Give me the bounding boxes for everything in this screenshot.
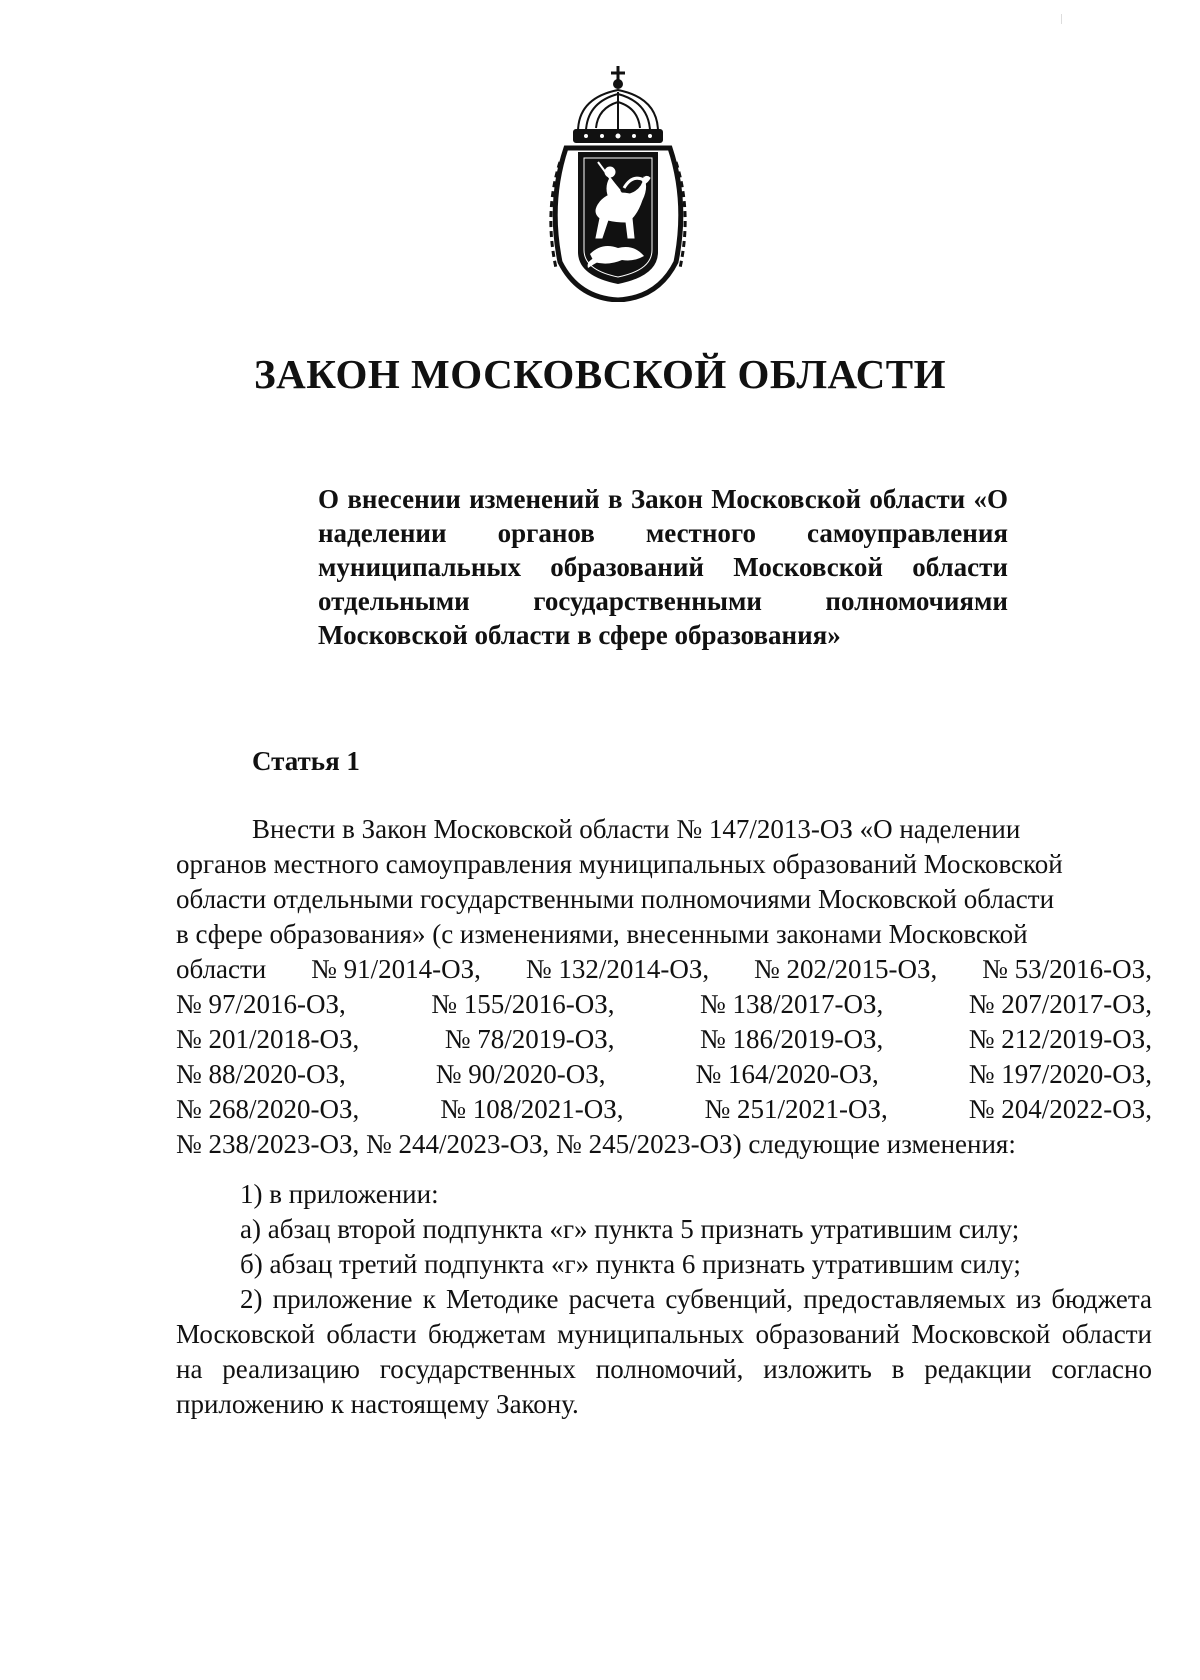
amendment-item: 1) в приложении: <box>240 1179 439 1209</box>
law-ref: № 212/2019-ОЗ, <box>968 1024 1152 1054</box>
amendment-item: а) абзац второй подпункта «г» пункта 5 признать утратившим силу; <box>240 1214 1020 1244</box>
law-row <box>176 952 1152 987</box>
law-ref: № 155/2016-ОЗ, <box>431 989 615 1019</box>
intro-paragraph <box>176 812 1152 1162</box>
law-row <box>176 1022 1152 1057</box>
law-row <box>176 987 1152 1022</box>
law-ref: № 204/2022-ОЗ, <box>968 1094 1152 1124</box>
intro-line <box>176 882 1152 917</box>
law-ref: № 164/2020-ОЗ, <box>695 1059 879 1089</box>
intro-line <box>176 917 1152 952</box>
intro-tail-text: № 238/2023-ОЗ, № 244/2023-ОЗ, № 245/2023-ОЗ) следующие изменения: <box>176 1129 1016 1159</box>
scan-artifact <box>1061 14 1062 24</box>
intro-line <box>176 812 1152 847</box>
law-row <box>176 1057 1152 1092</box>
article-heading: Статья 1 <box>252 746 360 776</box>
intro-line-text: в сфере образования» (с изменениями, внесенными законами Московской <box>176 919 1028 949</box>
document-subtitle: О внесении изменений в Закон Московской области «О наделении органов местного самоуправления муниципальных образований Московской области отдельными государственными полномочиями Московской области в сфере образования» <box>318 484 1008 650</box>
law-ref: № 202/2015-ОЗ, <box>754 954 938 984</box>
law-ref: № 268/2020-ОЗ, <box>176 1094 360 1124</box>
intro-line <box>176 847 1152 882</box>
law-ref: № 197/2020-ОЗ, <box>968 1059 1152 1089</box>
amendment-item: 2) приложение к Методике расчета субвенций, предоставляемых из бюджета Московской области бюджетам муниципальных образований Московской области на реализацию государственных полномочий, изложить в редакции согласно приложению к настоящему Закону. <box>176 1284 1152 1419</box>
intro-tail-line <box>176 1127 1152 1162</box>
amendment-item: б) абзац третий подпункта «г» пункта 6 признать утратившим силу; <box>240 1249 1021 1279</box>
coat-of-arms-icon <box>538 62 698 302</box>
law-ref: № 138/2017-ОЗ, <box>699 989 884 1019</box>
law-ref: № 207/2017-ОЗ, <box>968 989 1152 1019</box>
amendment-list <box>176 1177 1152 1422</box>
law-ref: № 251/2021-ОЗ, <box>704 1094 888 1124</box>
law-ref: № 53/2016-ОЗ, <box>982 954 1152 984</box>
law-ref: № 78/2019-ОЗ, <box>444 1024 615 1054</box>
law-ref: области <box>176 954 267 984</box>
article-body <box>176 812 1152 1162</box>
law-ref: № 201/2018-ОЗ, <box>176 1024 360 1054</box>
law-ref: № 186/2019-ОЗ, <box>699 1024 884 1054</box>
law-ref: № 91/2014-ОЗ, <box>311 954 481 984</box>
intro-line-text: области отдельными государственными полномочиями Московской области <box>176 884 1055 914</box>
intro-line-text: органов местного самоуправления муниципальных образований Московской <box>176 849 1063 879</box>
law-ref: № 88/2020-ОЗ, <box>176 1059 346 1089</box>
law-row <box>176 1092 1152 1127</box>
law-ref: № 108/2021-ОЗ, <box>440 1094 624 1124</box>
law-ref: № 97/2016-ОЗ, <box>176 989 346 1019</box>
law-ref: № 90/2020-ОЗ, <box>435 1059 606 1089</box>
intro-line-text: Внести в Закон Московской области № 147/2013-ОЗ «О наделении <box>252 814 1021 844</box>
document-title: ЗАКОН МОСКОВСКОЙ ОБЛАСТИ <box>254 351 946 397</box>
law-ref: № 132/2014-ОЗ, <box>525 954 710 984</box>
